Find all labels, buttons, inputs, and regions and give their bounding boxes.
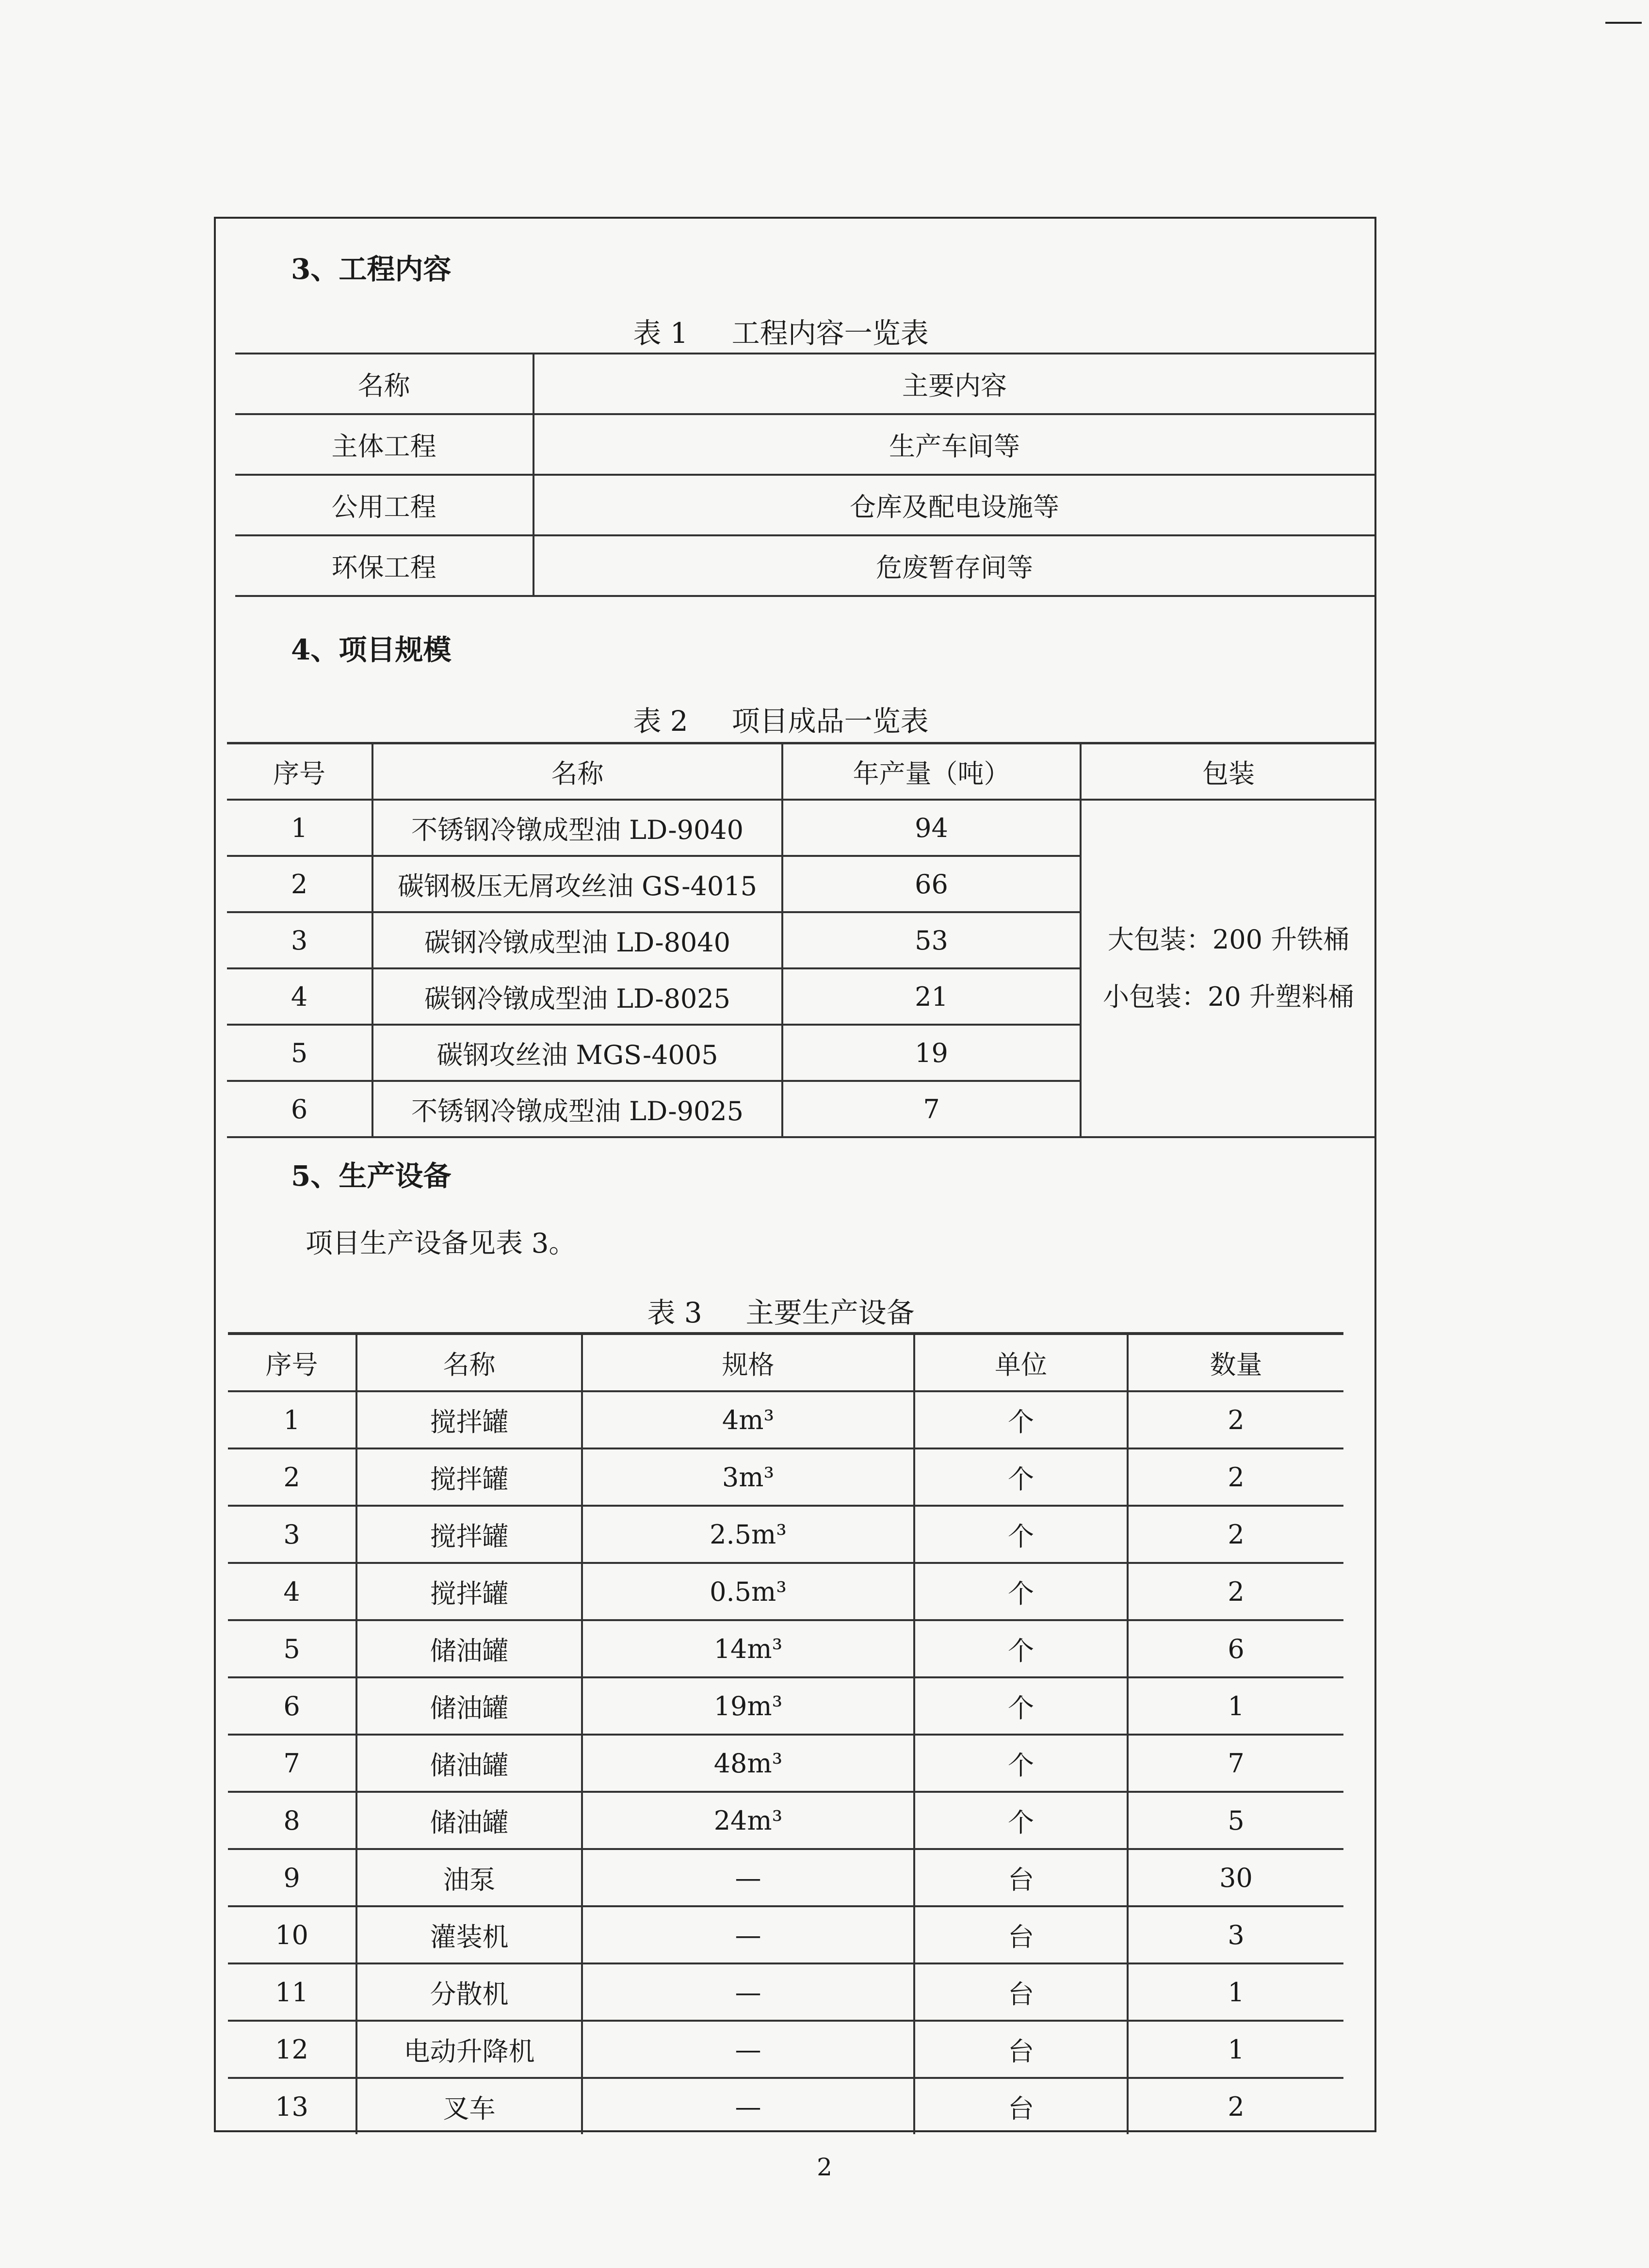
table-row: [228, 1391, 1343, 1448]
table-cell: 生产车间等: [534, 414, 1374, 475]
table-cell: 24m³: [582, 1792, 914, 1849]
table-cell: 主体工程: [235, 414, 534, 475]
table-cell: 4: [227, 968, 372, 1025]
table-row: [228, 1906, 1343, 1963]
table-cell: 5: [227, 1025, 372, 1081]
table-cell: 1: [1128, 1963, 1343, 2021]
table-cell: 7: [782, 1081, 1081, 1137]
table-cell: 48m³: [582, 1735, 914, 1792]
table-cell: 94: [782, 800, 1081, 856]
table-cell: 4: [228, 1563, 356, 1620]
table-cell: 11: [228, 1963, 356, 2021]
table-cell: 6: [227, 1081, 372, 1137]
table-cell: 30: [1128, 1849, 1343, 1906]
table-cell: 3: [228, 1506, 356, 1563]
table-cell: 1: [1128, 2021, 1343, 2078]
table-header-row: [235, 354, 1374, 414]
table-header-cell: 年产量（吨）: [782, 743, 1081, 800]
table-cell: —: [582, 2078, 914, 2134]
table-row: [228, 1792, 1343, 1849]
table-row: [228, 1735, 1343, 1792]
table-cell: 储油罐: [356, 1735, 582, 1792]
table-header-cell: 名称: [356, 1334, 582, 1391]
table-header-row: [227, 743, 1375, 800]
table-header-cell: 名称: [372, 743, 782, 800]
table3-caption-number: 表 3: [647, 1296, 702, 1329]
table-cell: 10: [228, 1906, 356, 1963]
table-cell: 66: [782, 856, 1081, 912]
table-cell: 19m³: [582, 1677, 914, 1735]
table3-caption: [538, 1290, 1023, 1331]
table2-products: [227, 742, 1375, 1138]
table-cell: 2: [1128, 1563, 1343, 1620]
table-cell: 7: [1128, 1735, 1343, 1792]
table-cell: 6: [1128, 1620, 1343, 1677]
table-header-cell: 序号: [227, 743, 372, 800]
table-cell: 油泵: [356, 1849, 582, 1906]
table-cell: —: [582, 2021, 914, 2078]
page-number: 2: [817, 2153, 832, 2181]
table-cell: 公用工程: [235, 475, 534, 535]
table-header-row: [228, 1334, 1343, 1391]
table-cell: 危废暂存间等: [534, 535, 1374, 596]
table1-engineering-content: [235, 353, 1374, 597]
table-cell: —: [582, 1963, 914, 2021]
packaging-cell: [1081, 800, 1375, 1137]
table-cell: 1: [227, 800, 372, 856]
table2-caption: [538, 698, 1023, 739]
table-header-cell: 主要内容: [534, 354, 1374, 414]
table-cell: 6: [228, 1677, 356, 1735]
table-row: [228, 1448, 1343, 1506]
table-cell: 2: [1128, 1391, 1343, 1448]
table-row: [235, 475, 1374, 535]
table-cell: 不锈钢冷镦成型油 LD-9025: [372, 1081, 782, 1137]
table-cell: 13: [228, 2078, 356, 2134]
table-header-cell: 规格: [582, 1334, 914, 1391]
table-cell: 12: [228, 2021, 356, 2078]
equipment-intro-text: 项目生产设备见表 3。: [306, 1228, 576, 1259]
table-cell: 个: [914, 1391, 1128, 1448]
table-cell: 2: [1128, 1506, 1343, 1563]
table3-caption-title: 主要生产设备: [745, 1296, 915, 1329]
table-cell: 1: [1128, 1677, 1343, 1735]
packaging-large: 大包装：200 升铁桶: [1107, 924, 1350, 955]
table-cell: 8: [228, 1792, 356, 1849]
table-cell: 0.5m³: [582, 1563, 914, 1620]
table-row: [228, 1677, 1343, 1735]
table-cell: 2: [1128, 1448, 1343, 1506]
table-cell: 台: [914, 1963, 1128, 2021]
table-cell: 2: [1128, 2078, 1343, 2134]
table2-caption-number: 表 2: [633, 705, 688, 738]
section-heading-engineering: 3、工程内容: [291, 253, 452, 286]
table-row: [228, 1620, 1343, 1677]
table-cell: 2.5m³: [582, 1506, 914, 1563]
table-cell: 3: [227, 912, 372, 968]
table-cell: 碳钢极压无屑攻丝油 GS-4015: [372, 856, 782, 912]
table-row: [228, 1563, 1343, 1620]
table-cell: 2: [227, 856, 372, 912]
table-cell: 5: [228, 1620, 356, 1677]
table-cell: 7: [228, 1735, 356, 1792]
table-cell: 不锈钢冷镦成型油 LD-9040: [372, 800, 782, 856]
section-heading-scale: 4、项目规模: [291, 633, 452, 666]
table-header-cell: 序号: [228, 1334, 356, 1391]
table-row: [228, 2078, 1343, 2134]
table-row: [228, 1506, 1343, 1563]
table-row: [227, 800, 1375, 856]
table-cell: 碳钢攻丝油 MGS-4005: [372, 1025, 782, 1081]
table-cell: 53: [782, 912, 1081, 968]
table-cell: 碳钢冷镦成型油 LD-8040: [372, 912, 782, 968]
table-cell: 台: [914, 1906, 1128, 1963]
table2-caption-title: 项目成品一览表: [731, 705, 929, 738]
table-cell: 个: [914, 1448, 1128, 1506]
table-cell: 个: [914, 1620, 1128, 1677]
table-cell: 仓库及配电设施等: [534, 475, 1374, 535]
table-cell: 灌装机: [356, 1906, 582, 1963]
table-cell: 个: [914, 1563, 1128, 1620]
table-cell: 21: [782, 968, 1081, 1025]
table-row: [228, 2021, 1343, 2078]
table-cell: 个: [914, 1792, 1128, 1849]
table-cell: 14m³: [582, 1620, 914, 1677]
table-cell: 个: [914, 1735, 1128, 1792]
table-cell: 搅拌罐: [356, 1448, 582, 1506]
table-row: [228, 1849, 1343, 1906]
table-row: [228, 1963, 1343, 2021]
table-cell: 4m³: [582, 1391, 914, 1448]
table-row: [235, 414, 1374, 475]
table-cell: 个: [914, 1506, 1128, 1563]
table1-caption-number: 表 1: [633, 317, 688, 350]
table3-main-equipment: [228, 1332, 1343, 2134]
table-cell: 台: [914, 2078, 1128, 2134]
table-cell: 2: [228, 1448, 356, 1506]
table-cell: 3: [1128, 1906, 1343, 1963]
table-cell: 台: [914, 2021, 1128, 2078]
table-header-cell: 数量: [1128, 1334, 1343, 1391]
table1-caption: [538, 310, 1023, 351]
table-cell: 搅拌罐: [356, 1391, 582, 1448]
table-cell: —: [582, 1906, 914, 1963]
table-cell: 9: [228, 1849, 356, 1906]
table-row: [235, 535, 1374, 596]
packaging-small: 小包装：20 升塑料桶: [1103, 981, 1354, 1012]
table-cell: 3m³: [582, 1448, 914, 1506]
table-cell: 搅拌罐: [356, 1506, 582, 1563]
table-cell: 19: [782, 1025, 1081, 1081]
scan-edge-mark: [1605, 22, 1642, 24]
table-cell: 储油罐: [356, 1620, 582, 1677]
table-cell: 环保工程: [235, 535, 534, 596]
table-header-cell: 包装: [1081, 743, 1375, 800]
table-header-cell: 名称: [235, 354, 534, 414]
table-cell: 分散机: [356, 1963, 582, 2021]
table-cell: 个: [914, 1677, 1128, 1735]
table-cell: 搅拌罐: [356, 1563, 582, 1620]
table-cell: —: [582, 1849, 914, 1906]
section-heading-equipment: 5、生产设备: [291, 1159, 452, 1192]
table-cell: 储油罐: [356, 1792, 582, 1849]
table-header-cell: 单位: [914, 1334, 1128, 1391]
table-cell: 碳钢冷镦成型油 LD-8025: [372, 968, 782, 1025]
table-cell: 电动升降机: [356, 2021, 582, 2078]
table1-caption-title: 工程内容一览表: [731, 317, 929, 350]
table-cell: 1: [228, 1391, 356, 1448]
table-cell: 叉车: [356, 2078, 582, 2134]
table-cell: 台: [914, 1849, 1128, 1906]
table-cell: 储油罐: [356, 1677, 582, 1735]
table-cell: 5: [1128, 1792, 1343, 1849]
